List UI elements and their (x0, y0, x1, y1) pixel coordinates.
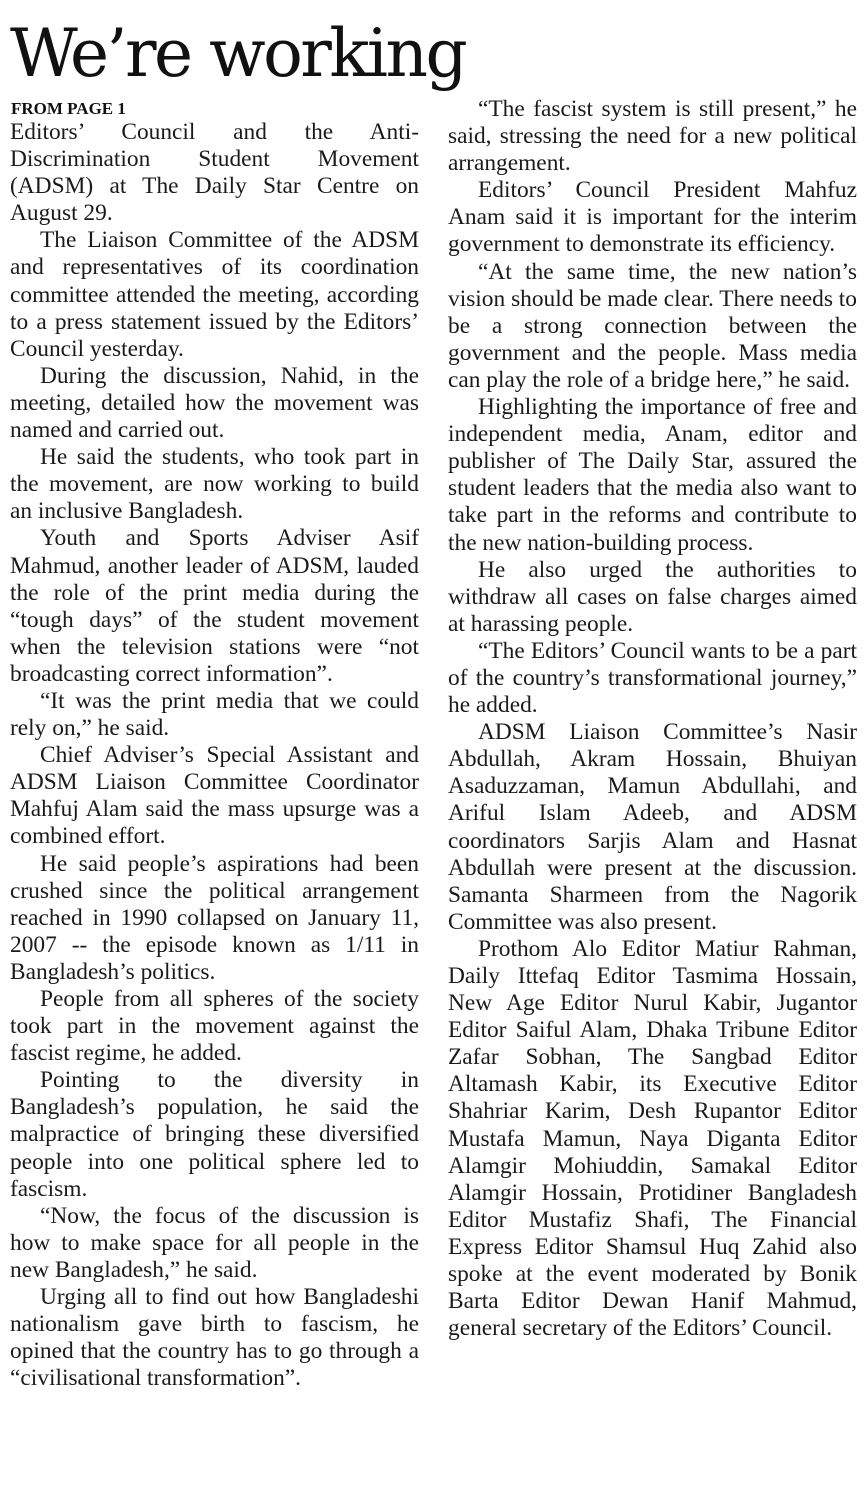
paragraph: During the discussion, Nahid, in the meeting, detailed how the movement was named and carried out. (10, 362, 419, 444)
paragraph: People from all spheres of the society took part in the movement against the fascist regime, he added. (10, 986, 419, 1067)
paragraph: Editors’ Council and the Anti-Discrimination Student Movement (ADSM) at The Daily Star Centre on August 29. (10, 119, 419, 227)
paragraph: Chief Adviser’s Special Assistant and ADSM Liaison Committee Coordinator Mahfuj Alam said the mass upsurge was a combined effort. (10, 742, 419, 850)
paragraph: “At the same time, the new nation’s vision should be made clear. There needs to be a strong connection between the government and the people. Mass media can play the role of a bridge here,” he said. (448, 258, 857, 393)
paragraph: Youth and Sports Adviser Asif Mahmud, another leader of ADSM, lauded the role of the print media during the “tough days” of the student movement when the television stations were “not broadcasting correct information”. (10, 525, 419, 687)
paragraph: “Now, the focus of the discussion is how to make space for all people in the new Bangladesh,” he said. (10, 1202, 419, 1283)
paragraph: He said people’s aspirations had been crushed since the political arrangement reached in 1990 collapsed on January 11, 2007 -- the episode known as 1/11 in Bangladesh’s politics. (10, 850, 419, 985)
paragraph: He said the students, who took part in the movement, are now working to build an inclusive Bangladesh. (10, 444, 419, 525)
paragraph: The Liaison Committee of the ADSM and representatives of its coordination committee attended the meeting, according to a press statement issued by the Editors’ Council yesterday. (10, 227, 419, 362)
paragraph: “The Editors’ Council wants to be a part of the country’s transformational journey,” he added. (448, 637, 857, 719)
paragraph: Prothom Alo Editor Matiur Rahman, Daily Ittefaq Editor Tasmima Hossain, New Age Editor Nurul Kabir, Jugantor Editor Saiful Alam, Dhaka Tribune Editor Zafar Sobhan, The Sangbad Editor Altamash Kabir, its Executive Editor Shahriar Karim, Desh Rupantor Editor Mustafa Mamun, Naya Diganta Editor Alamgir Mohiuddin, Samakal Editor Alamgir Hossain, Protidiner Bangladesh Editor Mustafiz Shafi, The Financial Express Editor Shamsul Huq Zahid also spoke at the event moderated by Bonik Barta Editor Dewan Hanif Mahmud, general secretary of the Editors’ Council. (448, 935, 857, 1342)
paragraph: Urging all to find out how Bangladeshi nationalism gave birth to fascism, he opined that the country has to go through a “civilisational transformation”. (10, 1284, 419, 1392)
jump-line: FROM PAGE 1 (11, 99, 126, 118)
paragraph: “The fascist system is still present,” he said, stressing the need for a new political arrangement. (448, 96, 857, 177)
article-column-right (448, 96, 857, 1342)
headline: We’re working (10, 15, 466, 92)
paragraph: He also urged the authorities to withdraw all cases on false charges aimed at harassing people. (448, 556, 857, 637)
article-column-left (10, 119, 419, 1392)
paragraph: ADSM Liaison Committee’s Nasir Abdullah, Akram Hossain, Bhuiyan Asaduzzaman, Mamun Abdullahi, and Ariful Islam Adeeb, and ADSM coordinators Sarjis Alam and Hasnat Abdullah were present at the discussion. Samanta Sharmeen from the Nagorik Committee was also present. (448, 719, 857, 935)
paragraph: Highlighting the importance of free and independent media, Anam, editor and publisher of The Daily Star, assured the student leaders that the media also want to take part in the reforms and contribute to the new nation-building process. (448, 394, 857, 556)
paragraph: Pointing to the diversity in Bangladesh’s population, he said the malpractice of bringing these diversified people into one political sphere led to fascism. (10, 1067, 419, 1202)
paragraph: “It was the print media that we could rely on,” he said. (10, 687, 419, 742)
paragraph: Editors’ Council President Mahfuz Anam said it is important for the interim government to demonstrate its efficiency. (448, 177, 857, 258)
